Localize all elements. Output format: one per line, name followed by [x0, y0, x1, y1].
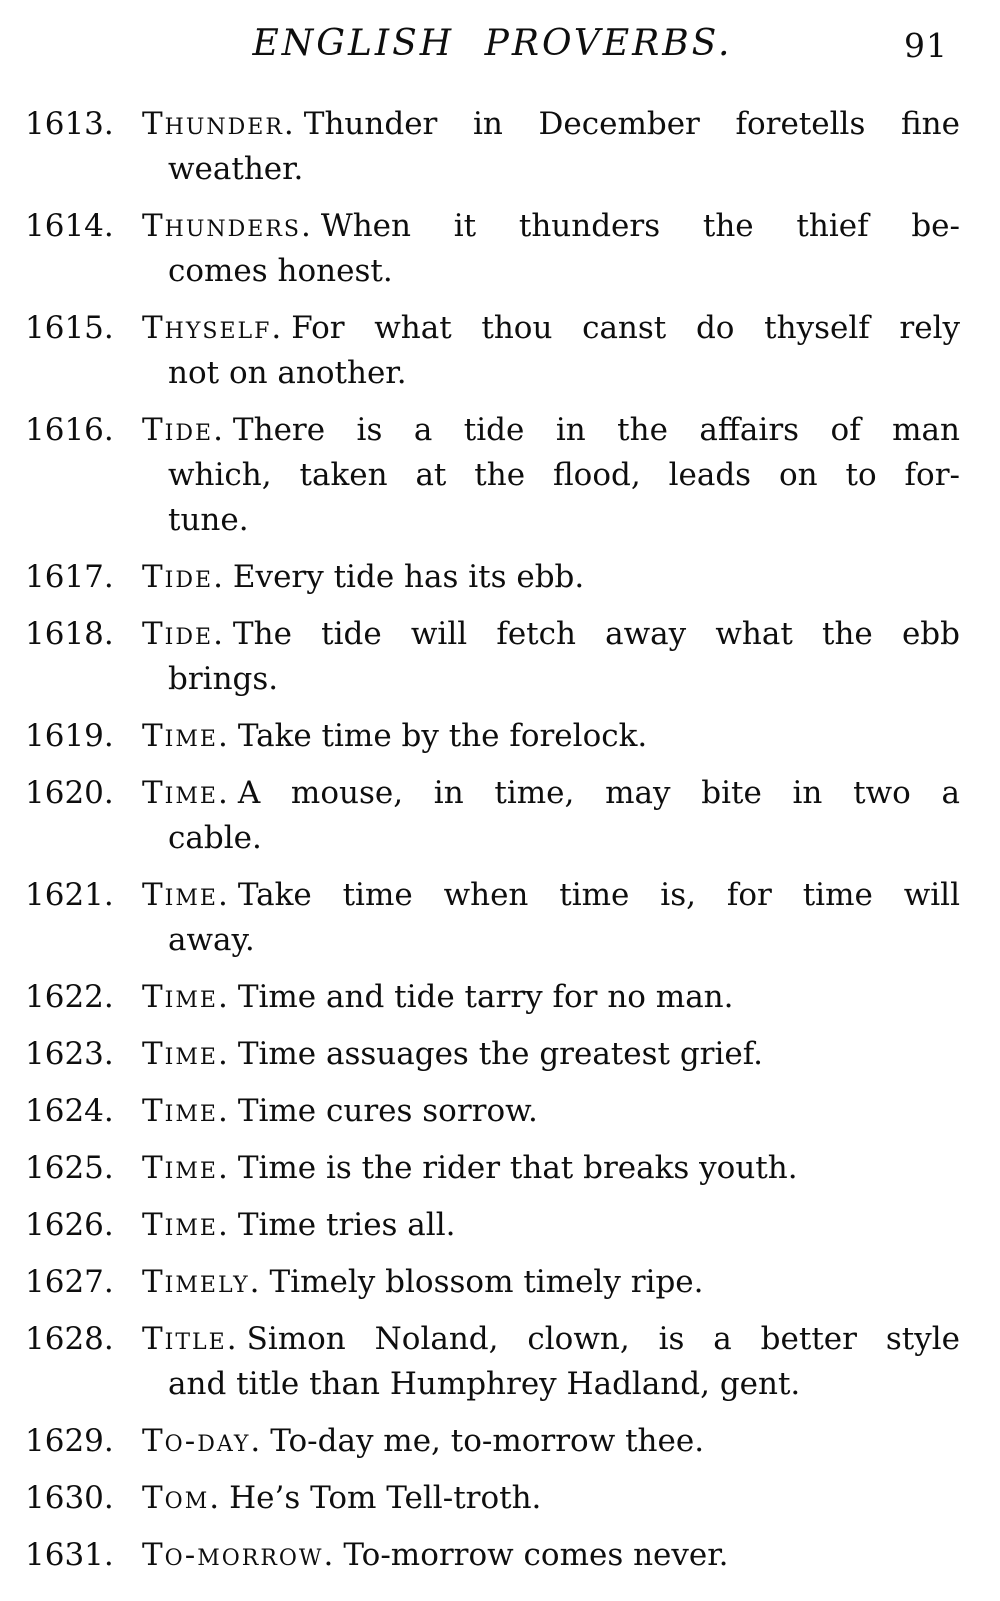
entry-headword: Time. — [142, 718, 230, 754]
entry-text — [142, 1260, 960, 1305]
entry-line: cable. — [168, 820, 262, 856]
entry-headword: To-day. — [142, 1423, 263, 1459]
entry-row — [25, 873, 960, 963]
entry-text — [142, 1419, 960, 1464]
entry-line: which, taken at the flood, leads on to for- — [168, 457, 960, 493]
entry-row — [25, 204, 960, 294]
entry-text — [142, 873, 960, 963]
entry-text — [142, 714, 960, 759]
entry-row — [25, 1089, 960, 1134]
entry-text — [142, 975, 960, 1020]
entry-row — [25, 1533, 960, 1578]
entry-headword: Time. — [142, 1093, 230, 1129]
entry-row — [25, 408, 960, 543]
entry-line: Tide. The tide will fetch away what the ebb — [142, 616, 960, 652]
entry-line: Time. Take time by the forelock. — [142, 718, 648, 754]
entry-line: Timely. Timely blossom timely ripe. — [142, 1264, 704, 1300]
entry-row — [25, 1260, 960, 1305]
entry-line: Time. Time cures sorrow. — [142, 1093, 538, 1129]
entry-row — [25, 1032, 960, 1077]
entry-number: 1618. — [25, 616, 114, 652]
entry-line: comes honest. — [168, 253, 393, 289]
entry-headword: Tom. — [142, 1480, 222, 1516]
entry-number: 1622. — [25, 979, 114, 1015]
entry-line: Title. Simon Noland, clown, is a better style — [142, 1321, 960, 1357]
entry-line: Thunders. When it thunders the thief be- — [142, 208, 960, 244]
entry-number: 1617. — [25, 559, 114, 595]
entry-row — [25, 1317, 960, 1407]
entry-number: 1629. — [25, 1423, 114, 1459]
entry-row — [25, 306, 960, 396]
entry-headword: Time. — [142, 1036, 230, 1072]
entry-text — [142, 204, 960, 294]
entry-row — [25, 612, 960, 702]
entry-text — [142, 1317, 960, 1407]
entry-text — [142, 1203, 960, 1248]
entry-text — [142, 1089, 960, 1134]
entry-text — [142, 1533, 960, 1578]
entry-number: 1627. — [25, 1264, 114, 1300]
entry-headword: Thyself. — [142, 310, 284, 346]
entry-row — [25, 1419, 960, 1464]
entry-number: 1621. — [25, 877, 114, 913]
entry-number: 1620. — [25, 775, 114, 811]
entry-headword: Tide. — [142, 412, 225, 448]
entry-number: 1626. — [25, 1207, 114, 1243]
entry-line: away. — [168, 922, 255, 958]
entry-line: and title than Humphrey Hadland, gent. — [168, 1366, 801, 1402]
entry-line: brings. — [168, 661, 279, 697]
entry-number: 1615. — [25, 310, 114, 346]
entry-line: not on another. — [168, 355, 407, 391]
entry-line: Time. Time is the rider that breaks youth. — [142, 1150, 798, 1186]
entry-headword: Thunder. — [142, 106, 296, 142]
entries-list — [25, 102, 960, 1578]
entry-text — [142, 612, 960, 702]
entry-text — [142, 408, 960, 543]
entry-number: 1623. — [25, 1036, 114, 1072]
entry-line: Time. A mouse, in time, may bite in two a — [142, 775, 960, 811]
entry-headword: Tide. — [142, 616, 225, 652]
page-header — [25, 22, 960, 74]
entry-line: Time. Take time when time is, for time will — [142, 877, 960, 913]
entry-number: 1631. — [25, 1537, 114, 1573]
entry-line: Tom. He’s Tom Tell-troth. — [142, 1480, 542, 1516]
entry-number: 1619. — [25, 718, 114, 754]
entry-line: To-day. To-day me, to-morrow thee. — [142, 1423, 705, 1459]
entry-number: 1624. — [25, 1093, 114, 1129]
entry-text — [142, 1476, 960, 1521]
entry-text — [142, 1032, 960, 1077]
entry-row — [25, 975, 960, 1020]
entry-row — [25, 771, 960, 861]
entry-headword: To-morrow. — [142, 1537, 336, 1573]
entry-line: Tide. Every tide has its ebb. — [142, 559, 585, 595]
entry-row — [25, 102, 960, 192]
entry-line: Thyself. For what thou canst do thyself rely — [142, 310, 960, 346]
entry-row — [25, 1476, 960, 1521]
entry-headword: Timely. — [142, 1264, 262, 1300]
entry-number: 1630. — [25, 1480, 114, 1516]
entry-row — [25, 555, 960, 600]
entry-text — [142, 1146, 960, 1191]
entry-line: tune. — [168, 502, 249, 538]
entry-text — [142, 771, 960, 861]
entry-headword: Time. — [142, 775, 230, 811]
entry-headword: Title. — [142, 1321, 239, 1357]
entry-headword: Time. — [142, 1207, 230, 1243]
entry-line: Time. Time tries all. — [142, 1207, 456, 1243]
page-number: 91 — [904, 26, 948, 65]
entry-text — [142, 555, 960, 600]
entry-number: 1625. — [25, 1150, 114, 1186]
entry-row — [25, 1203, 960, 1248]
entry-headword: Thunders. — [142, 208, 313, 244]
entry-headword: Time. — [142, 877, 230, 913]
entry-headword: Time. — [142, 979, 230, 1015]
entry-line: Time. Time and tide tarry for no man. — [142, 979, 734, 1015]
entry-line: To-morrow. To-morrow comes never. — [142, 1537, 729, 1573]
entry-line: Time. Time assuages the greatest grief. — [142, 1036, 763, 1072]
entry-row — [25, 714, 960, 759]
entry-row — [25, 1146, 960, 1191]
entry-line: Tide. There is a tide in the affairs of man — [142, 412, 960, 448]
entry-line: weather. — [168, 151, 304, 187]
entry-number: 1628. — [25, 1321, 114, 1357]
entry-number: 1613. — [25, 106, 114, 142]
entry-number: 1614. — [25, 208, 114, 244]
entry-line: Thunder. Thunder in December foretells fine — [142, 106, 960, 142]
entry-number: 1616. — [25, 412, 114, 448]
entry-headword: Tide. — [142, 559, 225, 595]
entry-text — [142, 102, 960, 192]
entry-text — [142, 306, 960, 396]
entry-headword: Time. — [142, 1150, 230, 1186]
page-title: ENGLISH PROVERBS. — [252, 23, 733, 64]
